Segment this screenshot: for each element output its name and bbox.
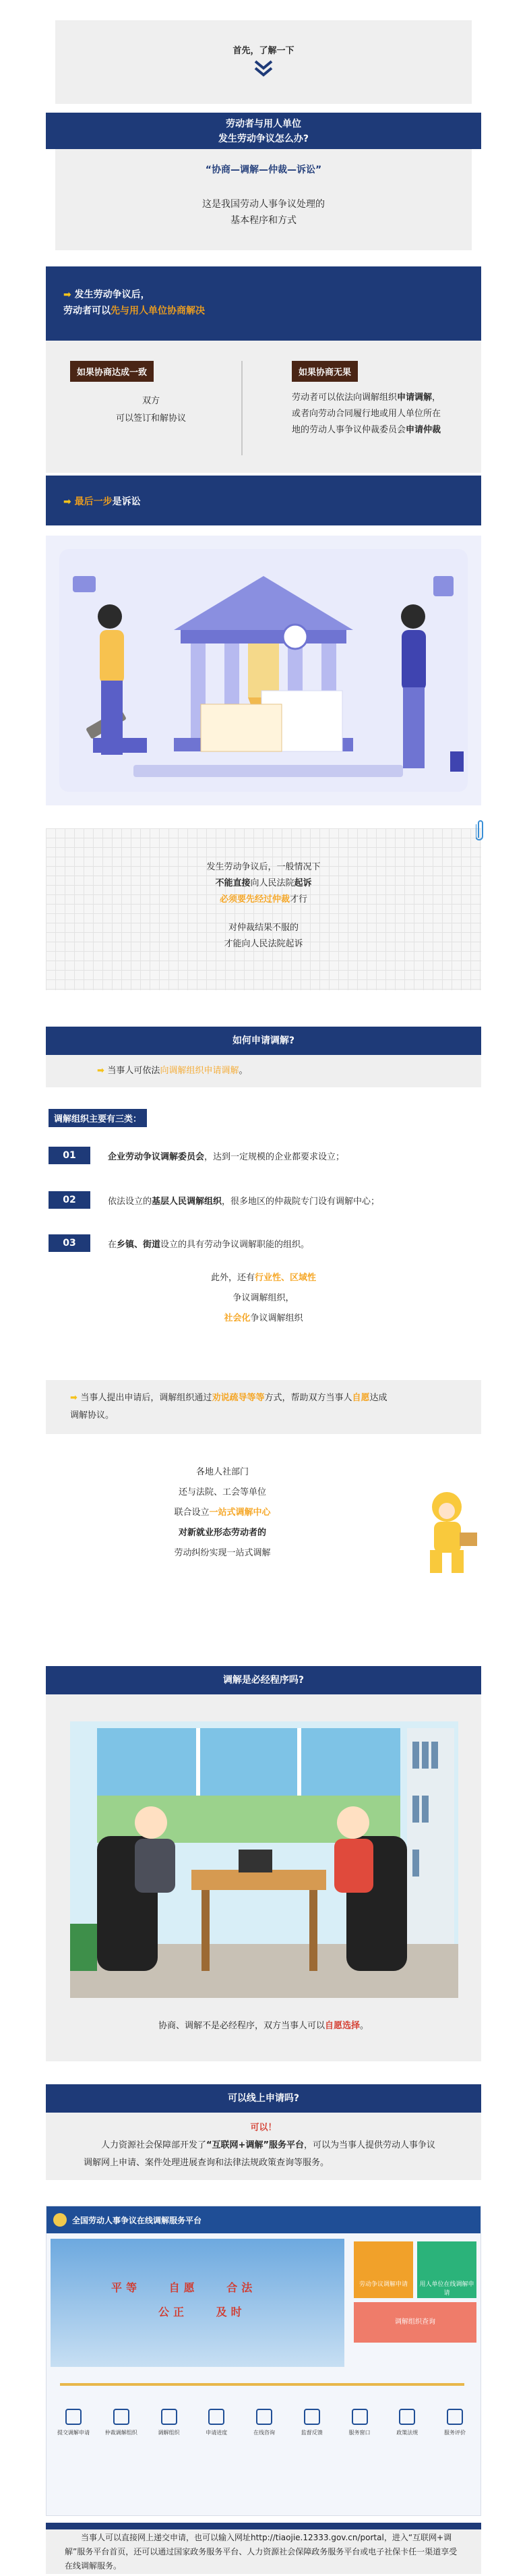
courier-illustration [410, 1484, 484, 1578]
card-employer[interactable]: 用人单位在线调解申请 [417, 2241, 476, 2298]
tab-icon [161, 2409, 177, 2425]
step1-line-2: 劳动者可以先与用人单位协商解决 [63, 306, 205, 316]
branch-panel [46, 341, 481, 473]
left-tag: 如果协商达成一致 [70, 361, 154, 382]
org-item-1: 01 企业劳动争议调解委员会，达到一定规模的企业都要求设立； [49, 1147, 480, 1164]
step1-line-1: ➡ 发生劳动争议后， [63, 289, 150, 300]
last-step-banner: ➡ 最后一步是诉讼 [46, 476, 481, 525]
slogan-row-1: 平等 自愿 合法 [111, 2281, 257, 2294]
card-query[interactable]: 调解组织查询 [354, 2302, 476, 2343]
lit-line-3: 必须要先经过仲裁才行 [219, 894, 308, 905]
right-tag: 如果协商无果 [292, 361, 358, 382]
lit-line-1: 发生劳动争议后，一般情况下 [206, 862, 321, 872]
tab-item[interactable]: 政策法规 [385, 2409, 429, 2436]
branch-divider [241, 361, 243, 455]
tab-item[interactable]: 申请进度 [195, 2409, 238, 2436]
online-panel: 可以！ 人力资源社会保障部开发了“互联网+调解”服务平台，可以为当事人提供劳动人事争议调解网上申请、案件处理进展查询和法律法规政策查询等服务。 [46, 2113, 481, 2180]
portal-banner [51, 2239, 344, 2367]
org-number: 03 [49, 1234, 90, 1252]
orgs-extra: 此外，还有行业性、区域性 争议调解组织， 社会化争议调解组织 [210, 1273, 317, 1323]
intro-body [55, 149, 472, 250]
footer-divider [46, 2523, 481, 2529]
arrow-right-icon: ➡ [97, 1066, 108, 1076]
process-text: “协商—调解—仲裁—诉讼” [205, 165, 322, 175]
online-title-bar: 可以线上申请吗? [46, 2084, 481, 2113]
apply-title-bar: 如何申请调解? [46, 1027, 481, 1055]
tab-item[interactable]: 在线咨询 [243, 2409, 286, 2436]
portal-timeline [60, 2383, 464, 2386]
slogan-row-2: 公正 及时 [158, 2306, 246, 2318]
branch-right [292, 361, 474, 438]
agreement-panel: ➡ 当事人提出申请后，调解组织通过劝说疏导等等方式，帮助双方当事人自愿达成 调解协议。 [46, 1380, 481, 1434]
branch-left [70, 361, 232, 428]
portal-tabs [52, 2409, 476, 2436]
org-number: 02 [49, 1191, 90, 1209]
intro-title: 首先，了解一下 [232, 46, 294, 56]
tab-item[interactable]: 提交调解申请 [52, 2409, 95, 2436]
footer-panel: 当事人可以直接网上递交申请，也可以输入网址http://tiaojie.12333.gov.cn/portal，进入“互联网+调解”服务平台首页，还可以通过国家政务服务平台、人力资源社会保障政务服务平台或电子社保卡任一渠道享受在线调解服务。 [46, 2529, 481, 2574]
left-line-2: 可以签订和解协议 [115, 413, 186, 424]
left-line-1: 双方 [142, 396, 160, 406]
chevron-down-icon [254, 60, 273, 78]
litigation-panel [46, 828, 481, 990]
arrow-right-icon: ➡ [70, 1393, 81, 1403]
tab-icon [447, 2409, 463, 2425]
lit-line-2: 不能直接向人民法院起诉 [215, 878, 312, 888]
tab-icon [256, 2409, 272, 2425]
portal-header: 全国劳动人事争议在线调解服务平台 [46, 2206, 480, 2233]
emblem-icon [53, 2213, 67, 2227]
tab-icon [352, 2409, 368, 2425]
required-title-bar: 调解是必经程序吗? [46, 1666, 481, 1694]
arrow-right-icon: ➡ [63, 496, 75, 507]
meeting-illustration [70, 1721, 458, 1998]
tab-icon [208, 2409, 224, 2425]
org-item-3: 03 在乡镇、街道设立的具有劳动争议调解职能的组织。 [49, 1234, 480, 1252]
heading-line-2: 发生劳动争议怎么办? [218, 134, 309, 144]
tab-item[interactable]: 服务评价 [433, 2409, 476, 2436]
heading-line-1: 劳动者与用人单位 [226, 119, 301, 130]
required-caption: 协商、调解不是必经程序，双方当事人可以自愿选择。 [158, 2021, 369, 2031]
lit-line-4: 对仲裁结果不服的 [228, 923, 299, 933]
right-text: 劳动者可以依法向调解组织申请调解， 或者向劳动合同履行地或用人单位所在 地的劳动人事争议仲裁委员会申请仲裁 [292, 393, 441, 435]
card-apply[interactable]: 劳动争议调解申请 [354, 2241, 413, 2298]
required-panel [46, 1694, 481, 2061]
arrow-right-icon: ➡ [63, 289, 75, 300]
org-item-2: 02 依法设立的基层人民调解组织，很多地区的仲裁院专门设有调解中心； [49, 1191, 480, 1209]
paperclip-icon [476, 818, 485, 842]
centers-text: 各地人社部门 还与法院、工会等单位 联合设立一站式调解中心 对新就业形态劳动者的 劳动纠纷实现一站式调解 [174, 1467, 271, 1558]
apply-line: ➡ 当事人可依法向调解组织申请调解。 [46, 1055, 481, 1087]
orgs-header: 调解组织主要有三类： [49, 1109, 147, 1127]
tab-icon [65, 2409, 82, 2425]
tab-item[interactable]: 仲裁调解组织 [100, 2409, 143, 2436]
tab-icon [399, 2409, 415, 2425]
intro-panel [55, 20, 472, 104]
desc-line-1: 这是我国劳动人事争议处理的 [202, 199, 325, 210]
lit-line-5: 才能向人民法院起诉 [224, 939, 303, 949]
org-number: 01 [49, 1147, 90, 1164]
tab-item[interactable]: 调解组织 [148, 2409, 191, 2436]
tab-icon [304, 2409, 320, 2425]
desc-line-2: 基本程序和方式 [230, 215, 297, 226]
intro-heading [46, 113, 481, 149]
portal-screenshot [46, 2206, 481, 2516]
tab-item[interactable]: 服务窗口 [338, 2409, 381, 2436]
online-yes: 可以！ [250, 2123, 277, 2133]
court-illustration [46, 536, 481, 805]
tab-item[interactable]: 监督反馈 [290, 2409, 334, 2436]
tab-icon [113, 2409, 129, 2425]
step1-banner [46, 266, 481, 341]
